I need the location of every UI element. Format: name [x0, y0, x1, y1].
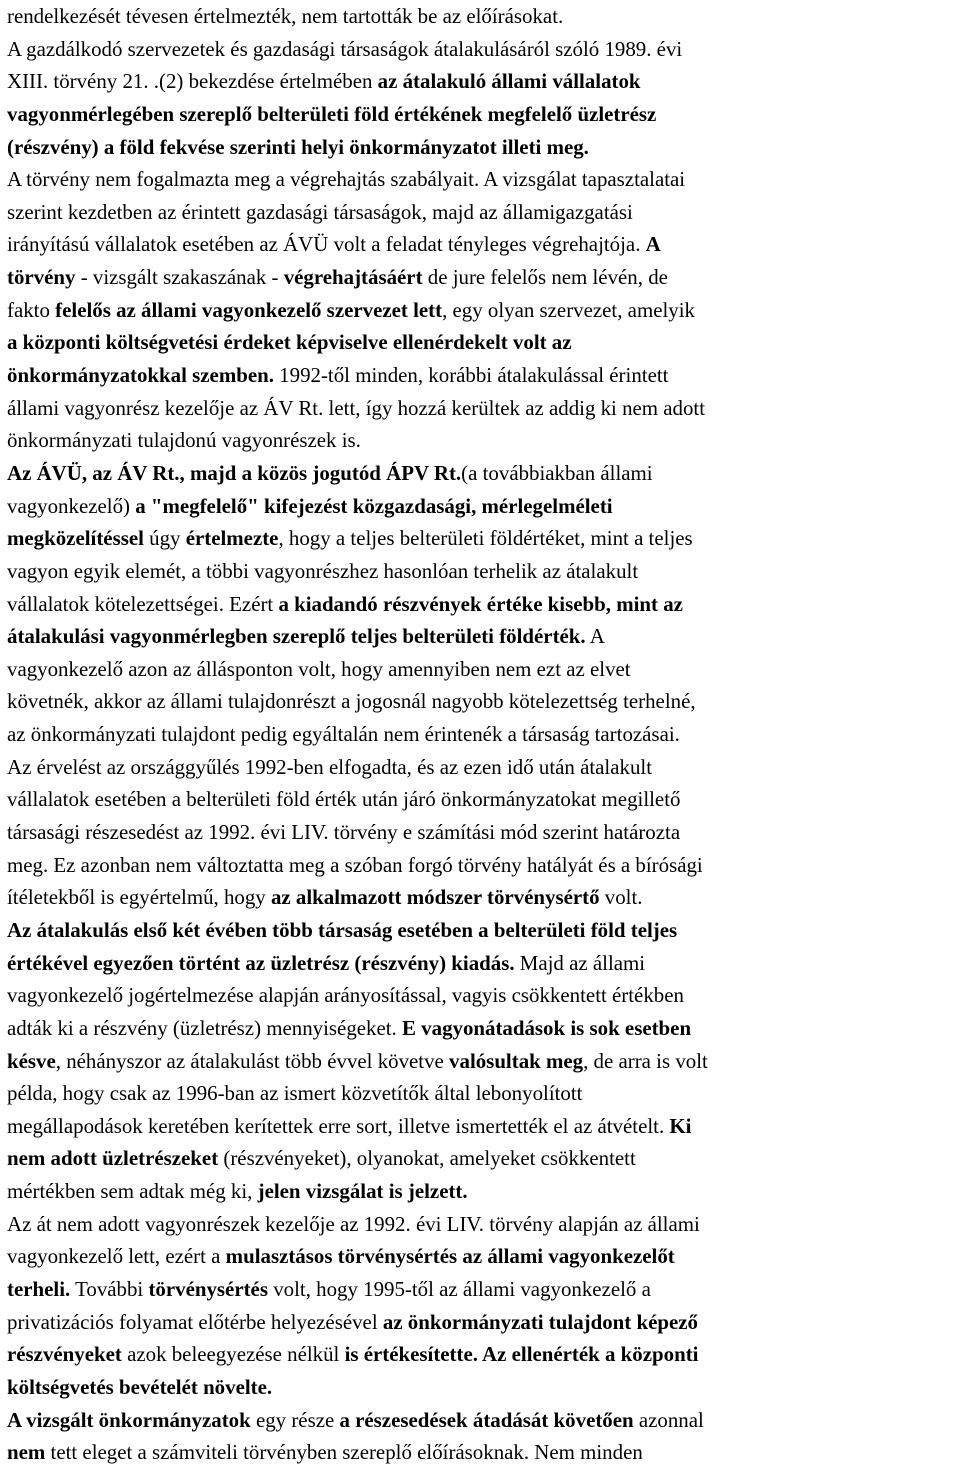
bold-text-run: törvény: [7, 265, 76, 290]
bold-text-run: jelen vizsgálat is jelzett.: [257, 1179, 468, 1204]
text-run: úgy: [143, 526, 186, 551]
text-line: [7, 1142, 954, 1175]
bold-text-run: költségvetés bevételét növelte.: [7, 1374, 273, 1399]
text-run: egy része: [250, 1407, 340, 1432]
bold-text-run: értékével egyezően történt az üzletrész (részvény) kiadás.: [7, 950, 515, 975]
text-line: [7, 751, 954, 784]
text-line: [7, 588, 954, 621]
text-line: [7, 98, 954, 131]
text-line: [7, 1110, 954, 1143]
bold-text-run: felelős az állami vagyonkezelő szervezet lett: [55, 297, 443, 322]
text-run: (részvényeket), olyanokat, amelyeket csökkentett: [218, 1146, 636, 1171]
text-line: [7, 783, 954, 816]
text-line: [7, 718, 954, 751]
text-line: [7, 1436, 954, 1469]
text-run: azonnal: [633, 1407, 704, 1432]
text-run: 1992-től minden, korábbi átalakulással érintett: [273, 363, 669, 388]
text-line: [7, 228, 954, 261]
text-line: [7, 849, 954, 882]
bold-text-run: önkormányzatokkal szemben.: [7, 363, 274, 388]
text-run: az önkormányzati tulajdont pedig egyáltalán nem érintenék a társaság tartozásai.: [7, 722, 680, 747]
bold-text-run: megközelítéssel: [7, 526, 144, 551]
text-line: [7, 0, 954, 33]
text-run: tett eleget a számviteli törvényben szereplő előírásoknak. Nem minden: [45, 1440, 643, 1465]
text-run: volt.: [599, 885, 643, 910]
text-run: vállalatok esetében a belterületi föld érték után járó önkormányzatokat megillető: [7, 787, 681, 812]
text-line: [7, 555, 954, 588]
text-line: [7, 1338, 954, 1371]
bold-text-run: Ki: [669, 1113, 692, 1138]
bold-text-run: A vizsgált önkormányzatok: [7, 1407, 251, 1432]
text-line: [7, 522, 954, 555]
text-run: példa, hogy csak az 1996-ban az ismert közvetítők által lebonyolított: [7, 1081, 583, 1106]
text-run: , egy olyan szervezet, amelyik: [442, 297, 695, 322]
text-run: önkormányzati tulajdonú vagyonrészek is.: [7, 428, 361, 453]
text-run: vagyonkezelő): [7, 493, 136, 518]
text-run: vagyonkezelő jogértelmezése alapján arányosítással, vagyis csökkentett értékben: [7, 983, 684, 1008]
bold-text-run: végrehajtásáért: [283, 265, 423, 290]
text-line: [7, 1371, 954, 1404]
text-run: Az érvelést az országgyűlés 1992-ben elfogadta, és az ezen idő után átalakult: [7, 754, 653, 779]
text-run: További: [70, 1276, 149, 1301]
text-line: [7, 1240, 954, 1273]
text-line: [7, 620, 954, 653]
text-run: (a továbbiakban állami: [461, 460, 653, 485]
bold-text-run: is értékesítette. Az ellenérték a központi: [344, 1342, 699, 1367]
bold-text-run: a központi költségvetési érdeket képviselve ellenérdekelt volt az: [7, 330, 572, 355]
text-run: A: [585, 624, 605, 649]
bold-text-run: a részesedések átadását követően: [339, 1407, 634, 1432]
text-line: [7, 979, 954, 1012]
text-run: A törvény nem fogalmazta meg a végrehajtás szabályait.: [7, 167, 480, 192]
text-line: [7, 392, 954, 425]
text-line: [7, 490, 954, 523]
text-line: [7, 1208, 954, 1241]
bold-text-run: átalakulási vagyonmérlegben szereplő teljes belterületi földérték.: [7, 624, 586, 649]
bold-text-run: vagyonmérlegében szereplő belterületi föld értékének megfelelő üzletrész: [7, 101, 657, 126]
text-line: [7, 1012, 954, 1045]
text-run: volt, hogy 1995-től az állami vagyonkezelő a: [267, 1276, 651, 1301]
bold-text-run: törvénysértés: [148, 1276, 268, 1301]
text-run: A vizsgálat tapasztalatai: [479, 167, 686, 192]
bold-text-run: az alkalmazott módszer törvénysértő: [270, 885, 600, 910]
text-run: - vizsgált szakaszának -: [75, 265, 284, 290]
text-run: , néhányszor az átalakulást több évvel követve: [55, 1048, 450, 1073]
text-run: privatizációs folyamat előtérbe helyezésével: [7, 1309, 383, 1334]
text-line: [7, 947, 954, 980]
text-run: A gazdálkodó szervezetek és gazdasági társaságok átalakulásáról szóló 1989. évi: [7, 36, 683, 61]
text-run: társasági részesedést az 1992. évi LIV. törvény e számítási mód szerint határozta: [7, 820, 681, 845]
text-line: [7, 326, 954, 359]
bold-text-run: Az ÁVÜ, az ÁV Rt., majd a közös jogutód ÁPV Rt.: [7, 460, 462, 485]
text-run: de jure felelős nem lévén, de: [422, 265, 668, 290]
text-run: Majd az állami: [514, 950, 646, 975]
text-line: [7, 1273, 954, 1306]
bold-text-run: A: [645, 232, 661, 257]
bold-text-run: nem: [7, 1440, 46, 1465]
text-run: állami vagyonrész kezelője az ÁV Rt. lett, így hozzá kerültek az addig ki nem adott: [7, 395, 706, 420]
text-line: [7, 881, 954, 914]
bold-text-run: Az átalakulás első két évében több társaság esetében a belterületi föld teljes: [7, 917, 678, 942]
text-line: [7, 294, 954, 327]
text-line: [7, 131, 954, 164]
bold-text-run: a "megfelelő" kifejezést közgazdasági, mérlegelméleti: [135, 493, 613, 518]
text-line: [7, 457, 954, 490]
text-run: ítéletekből is egyértelmű, hogy: [7, 885, 271, 910]
text-line: [7, 424, 954, 457]
text-line: [7, 261, 954, 294]
text-run: rendelkezését tévesen értelmezték, nem tartották be az előírásokat.: [7, 4, 564, 28]
bold-text-run: nem adott üzletrészeket: [7, 1146, 219, 1171]
text-line: [7, 1306, 954, 1339]
text-run: mértékben sem adtak még ki,: [7, 1179, 258, 1204]
text-line: [7, 196, 954, 229]
text-line: [7, 816, 954, 849]
text-line: [7, 914, 954, 947]
bold-text-run: valósultak meg: [449, 1048, 584, 1073]
bold-text-run: (részvény) a föld fekvése szerinti helyi önkormányzatot illeti meg.: [7, 134, 589, 159]
text-run: , de arra is volt: [583, 1048, 708, 1073]
text-line: [7, 1175, 954, 1208]
bold-text-run: az átalakuló állami vállalatok: [377, 69, 641, 94]
bold-text-run: mulasztásos törvénysértés az állami vagyonkezelőt: [225, 1244, 675, 1269]
text-line: [7, 685, 954, 718]
text-run: irányítású vállalatok esetében az ÁVÜ volt a feladat tényleges végrehajtója.: [7, 232, 646, 257]
text-run: fakto: [7, 297, 56, 322]
text-run: vagyonkezelő azon az állásponton volt, hogy amennyiben nem ezt az elvet: [7, 656, 631, 681]
text-run: adták ki a részvény (üzletrész) mennyiségeket.: [7, 1015, 403, 1040]
text-run: követnék, akkor az állami tulajdonrészt a jogosnál nagyobb kötelezettség terhelné,: [7, 689, 696, 714]
text-run: XIII. törvény 21. .(2) bekezdése értelmében: [7, 69, 378, 94]
text-run: megállapodások keretében kerítettek erre sort, illetve ismertették el az átvételt.: [7, 1113, 670, 1138]
text-line: [7, 359, 954, 392]
text-line: [7, 65, 954, 98]
text-run: meg. Ez azonban nem változtatta meg a szóban forgó törvény hatályát és a bírósági: [7, 852, 703, 877]
text-run: vagyonkezelő lett, ezért a: [7, 1244, 226, 1269]
bold-text-run: késve: [7, 1048, 56, 1073]
bold-text-run: az önkormányzati tulajdont képező: [382, 1309, 698, 1334]
text-line: [7, 1077, 954, 1110]
bold-text-run: értelmezte: [185, 526, 279, 551]
text-line: [7, 1404, 954, 1437]
text-line: [7, 1045, 954, 1078]
text-run: vagyon egyik elemét, a többi vagyonrészhez hasonlóan terhelik az átalakult: [7, 558, 639, 583]
bold-text-run: a kiadandó részvények értéke kisebb, mint az: [278, 591, 683, 616]
bold-text-run: E vagyonátadások is sok esetben: [402, 1015, 692, 1040]
bold-text-run: terheli.: [7, 1276, 71, 1301]
text-line: [7, 33, 954, 66]
text-line: [7, 653, 954, 686]
text-line: [7, 163, 954, 196]
text-run: , hogy a teljes belterületi földértéket, mint a teljes: [278, 526, 693, 551]
bold-text-run: részvényeket: [7, 1342, 122, 1367]
text-run: Az át nem adott vagyonrészek kezelője az 1992. évi LIV. törvény alapján az állami: [7, 1211, 700, 1236]
text-run: vállalatok kötelezettségei. Ezért: [7, 591, 279, 616]
text-run: szerint kezdetben az érintett gazdasági társaságok, majd az államigazgatási: [7, 199, 633, 224]
text-run: azok beleegyezése nélkül: [121, 1342, 345, 1367]
